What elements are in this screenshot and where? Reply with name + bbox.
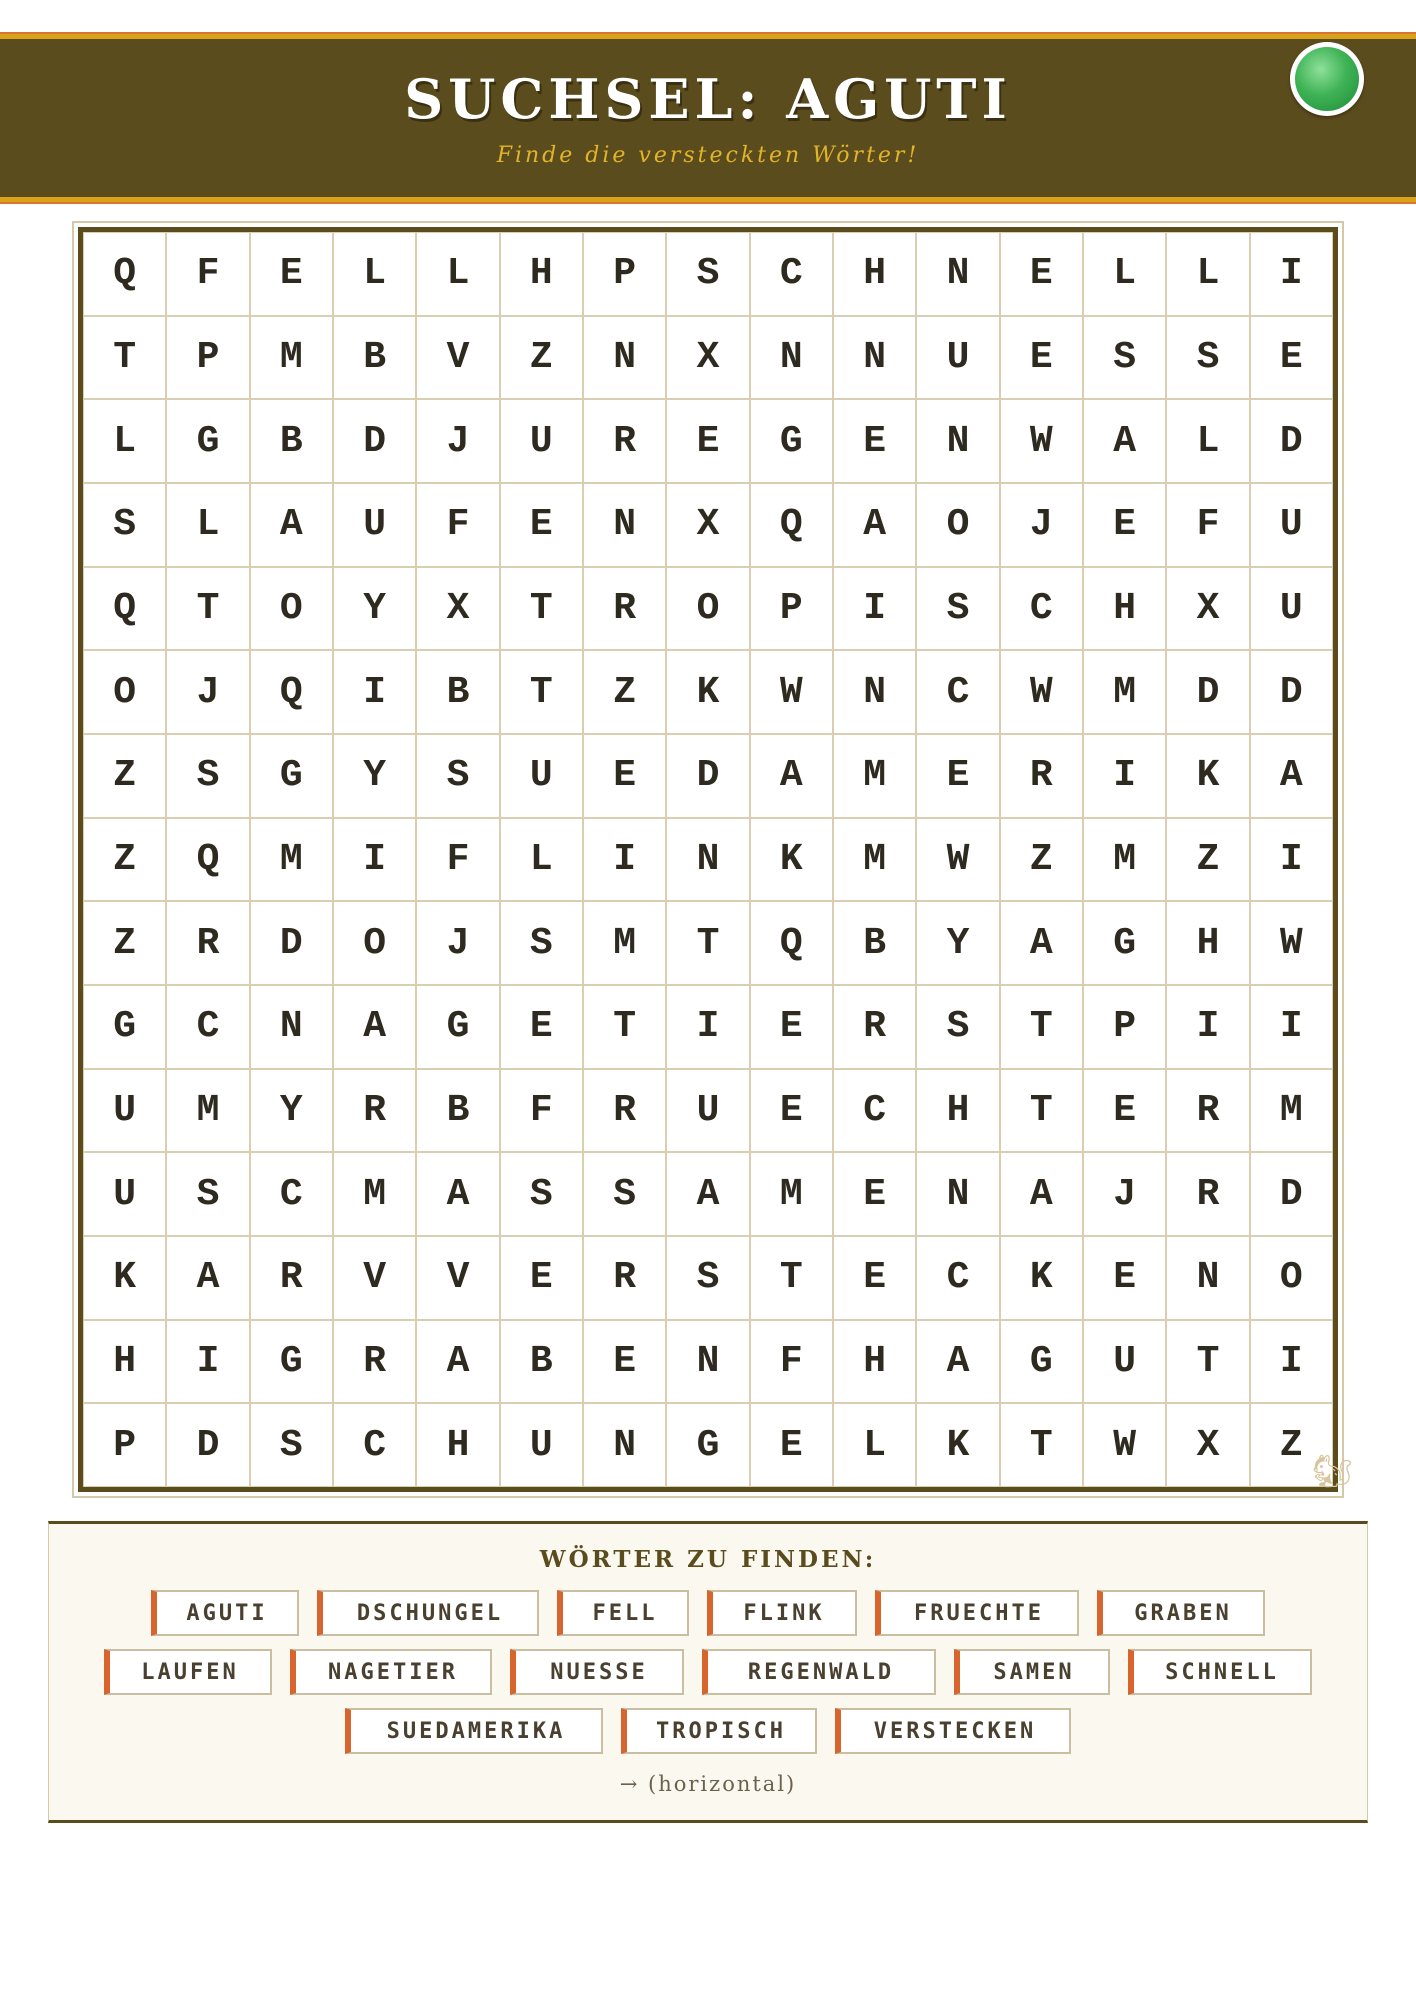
grid-cell[interactable]: N <box>833 316 916 400</box>
grid-cell[interactable]: G <box>1000 1320 1083 1404</box>
grid-cell[interactable]: T <box>500 650 583 734</box>
grid-cell[interactable]: N <box>583 483 666 567</box>
grid-cell[interactable]: R <box>166 901 249 985</box>
grid-cell[interactable]: D <box>333 399 416 483</box>
grid-cell[interactable]: E <box>1083 1069 1166 1153</box>
grid-cell[interactable]: V <box>333 1236 416 1320</box>
squirrel-icon: 🐿 <box>1312 1452 1353 1490</box>
word-row <box>49 1708 1367 1754</box>
grid-cell[interactable]: Y <box>916 901 999 985</box>
grid-cell[interactable]: E <box>1083 483 1166 567</box>
grid-cell[interactable]: T <box>583 985 666 1069</box>
word-chip-schnell: SCHNELL <box>1128 1649 1312 1695</box>
grid-cell[interactable]: A <box>416 1152 499 1236</box>
grid-cell[interactable]: M <box>1083 650 1166 734</box>
grid-cell[interactable]: I <box>1250 232 1333 316</box>
word-chip-fruechte: FRUECHTE <box>875 1590 1079 1636</box>
grid-cell[interactable]: C <box>916 650 999 734</box>
word-chip-graben: GRABEN <box>1097 1590 1265 1636</box>
grid-cell[interactable]: B <box>333 316 416 400</box>
grid-cell[interactable]: M <box>250 316 333 400</box>
grid-cell[interactable]: R <box>583 1069 666 1153</box>
grid-cell[interactable]: O <box>333 901 416 985</box>
grid-cell[interactable]: G <box>250 734 333 818</box>
grid-cell[interactable]: U <box>1250 483 1333 567</box>
grid-cell[interactable]: I <box>1250 985 1333 1069</box>
grid-cell[interactable]: M <box>583 901 666 985</box>
grid-cell[interactable]: G <box>750 399 833 483</box>
grid-cell[interactable]: A <box>250 483 333 567</box>
word-chip-suedamerika: SUEDAMERIKA <box>345 1708 603 1754</box>
grid-cell[interactable]: S <box>250 1403 333 1487</box>
grid-cell[interactable]: T <box>166 567 249 651</box>
grid-cell[interactable]: L <box>1083 232 1166 316</box>
grid-cell[interactable]: X <box>1166 1403 1249 1487</box>
grid-cell[interactable]: N <box>916 399 999 483</box>
grid-cell[interactable]: W <box>1250 901 1333 985</box>
grid-cell[interactable]: D <box>1250 650 1333 734</box>
grid-cell[interactable]: Y <box>250 1069 333 1153</box>
grid-cell[interactable]: Z <box>83 901 166 985</box>
grid-cell[interactable]: T <box>1000 985 1083 1069</box>
grid-cell[interactable]: G <box>666 1403 749 1487</box>
grid-cell[interactable]: E <box>500 483 583 567</box>
grid-cell[interactable]: H <box>916 1069 999 1153</box>
grid-cell[interactable]: Z <box>500 316 583 400</box>
grid-cell[interactable]: Q <box>750 483 833 567</box>
grid-cell[interactable]: C <box>166 985 249 1069</box>
grid-cell[interactable]: Z <box>1250 1403 1333 1487</box>
grid-cell[interactable]: G <box>1083 901 1166 985</box>
grid-cell[interactable]: E <box>833 1152 916 1236</box>
grid-cell[interactable]: O <box>666 567 749 651</box>
grid-cell[interactable]: S <box>916 567 999 651</box>
grid-cell[interactable]: I <box>333 650 416 734</box>
grid-cell[interactable]: M <box>333 1152 416 1236</box>
grid-cell[interactable]: M <box>750 1152 833 1236</box>
grid-cell[interactable]: C <box>333 1403 416 1487</box>
grid-cell[interactable]: U <box>500 734 583 818</box>
grid-cell[interactable]: K <box>916 1403 999 1487</box>
grid-cell[interactable]: U <box>916 316 999 400</box>
grid-cell[interactable]: O <box>916 483 999 567</box>
grid-cell[interactable]: L <box>416 232 499 316</box>
header-banner <box>0 34 1416 202</box>
page-title: SUCHSEL: AGUTI <box>404 67 1012 131</box>
grid-cell[interactable]: E <box>750 1403 833 1487</box>
grid-cell[interactable]: I <box>1250 818 1333 902</box>
grid-cell[interactable]: S <box>500 901 583 985</box>
grid-cell[interactable]: A <box>333 985 416 1069</box>
grid-cell[interactable]: N <box>1166 1236 1249 1320</box>
grid-cell[interactable]: P <box>750 567 833 651</box>
grid-cell[interactable]: S <box>916 985 999 1069</box>
grid-cell[interactable]: E <box>1083 1236 1166 1320</box>
grid-cell[interactable]: H <box>83 1320 166 1404</box>
word-chip-nagetier: NAGETIER <box>290 1649 492 1695</box>
grid-cell[interactable]: L <box>833 1403 916 1487</box>
grid-cell[interactable]: M <box>166 1069 249 1153</box>
grid-cell[interactable]: V <box>416 1236 499 1320</box>
grid-cell[interactable]: X <box>1166 567 1249 651</box>
grid-cell[interactable]: H <box>416 1403 499 1487</box>
grid-cell[interactable]: A <box>416 1320 499 1404</box>
grid-cell[interactable]: I <box>583 818 666 902</box>
grid-cell[interactable]: R <box>1166 1069 1249 1153</box>
grid-cell[interactable]: V <box>416 316 499 400</box>
grid-cell[interactable]: R <box>250 1236 333 1320</box>
grid-cell[interactable]: J <box>1000 483 1083 567</box>
grid-cell[interactable]: Q <box>83 232 166 316</box>
grid-cell[interactable]: U <box>500 399 583 483</box>
grid-cell[interactable]: U <box>83 1152 166 1236</box>
grid-cell[interactable]: Z <box>1000 818 1083 902</box>
grid-cell[interactable]: E <box>833 1236 916 1320</box>
grid-cell[interactable]: I <box>1250 1320 1333 1404</box>
grid-cell[interactable]: A <box>166 1236 249 1320</box>
grid-cell[interactable]: S <box>666 1236 749 1320</box>
grid-cell[interactable]: S <box>416 734 499 818</box>
grid-cell[interactable]: B <box>250 399 333 483</box>
grid-cell[interactable]: W <box>916 818 999 902</box>
grid-cell[interactable]: T <box>1166 1320 1249 1404</box>
grid-cell[interactable]: S <box>500 1152 583 1236</box>
grid-cell[interactable]: U <box>500 1403 583 1487</box>
grid-cell[interactable]: J <box>1083 1152 1166 1236</box>
grid-cell[interactable]: O <box>83 650 166 734</box>
grid-cell[interactable]: A <box>750 734 833 818</box>
grid-cell[interactable]: R <box>583 567 666 651</box>
grid-cell[interactable]: S <box>583 1152 666 1236</box>
grid-cell[interactable]: O <box>250 567 333 651</box>
grid-cell[interactable]: C <box>750 232 833 316</box>
grid-cell[interactable]: U <box>1250 567 1333 651</box>
grid-cell[interactable]: S <box>166 734 249 818</box>
grid-cell[interactable]: F <box>500 1069 583 1153</box>
grid-cell[interactable]: W <box>1083 1403 1166 1487</box>
grid-cell[interactable]: H <box>833 232 916 316</box>
grid-cell[interactable]: R <box>1166 1152 1249 1236</box>
grid-cell[interactable]: O <box>1250 1236 1333 1320</box>
letter-grid <box>83 232 1333 1487</box>
grid-cell[interactable]: R <box>583 399 666 483</box>
grid-cell[interactable]: I <box>1166 985 1249 1069</box>
grid-cell[interactable]: L <box>1166 232 1249 316</box>
grid-cell[interactable]: I <box>333 818 416 902</box>
word-chip-verstecken: VERSTECKEN <box>835 1708 1071 1754</box>
grid-cell[interactable]: F <box>750 1320 833 1404</box>
grid-cell[interactable]: C <box>833 1069 916 1153</box>
grid-cell[interactable]: L <box>1166 399 1249 483</box>
grid-cell[interactable]: M <box>1083 818 1166 902</box>
grid-cell[interactable]: D <box>166 1403 249 1487</box>
grid-cell[interactable]: A <box>833 483 916 567</box>
word-chip-flink: FLINK <box>707 1590 857 1636</box>
grid-cell[interactable]: N <box>833 650 916 734</box>
grid-cell[interactable]: G <box>83 985 166 1069</box>
grid-cell[interactable]: B <box>416 650 499 734</box>
grid-cell[interactable]: C <box>916 1236 999 1320</box>
grid-cell[interactable]: Q <box>166 818 249 902</box>
grid-cell[interactable]: A <box>666 1152 749 1236</box>
grid-cell[interactable]: A <box>1250 734 1333 818</box>
word-chip-aguti: AGUTI <box>151 1590 299 1636</box>
grid-cell[interactable]: Z <box>83 734 166 818</box>
grid-cell[interactable]: Y <box>333 567 416 651</box>
grid-cell[interactable]: T <box>83 316 166 400</box>
grid-cell[interactable]: B <box>500 1320 583 1404</box>
grid-cell[interactable]: D <box>666 734 749 818</box>
grid-cell[interactable]: E <box>250 232 333 316</box>
grid-cell[interactable]: I <box>166 1320 249 1404</box>
grid-cell[interactable]: L <box>83 399 166 483</box>
grid-cell[interactable]: P <box>83 1403 166 1487</box>
page-subtitle: Finde die versteckten Wörter! <box>496 143 920 168</box>
grid-cell[interactable]: R <box>333 1069 416 1153</box>
grid-cell[interactable]: U <box>1083 1320 1166 1404</box>
grid-cell[interactable]: K <box>83 1236 166 1320</box>
grid-cell[interactable]: R <box>1000 734 1083 818</box>
grid-cell[interactable]: S <box>83 483 166 567</box>
grid-cell[interactable]: L <box>333 232 416 316</box>
grid-cell[interactable]: E <box>500 1236 583 1320</box>
grid-cell[interactable]: X <box>666 483 749 567</box>
grid-cell[interactable]: P <box>583 232 666 316</box>
grid-cell[interactable]: E <box>583 1320 666 1404</box>
grid-cell[interactable]: N <box>750 316 833 400</box>
grid-cell[interactable]: P <box>1083 985 1166 1069</box>
grid-cell[interactable]: T <box>500 567 583 651</box>
grid-cell[interactable]: J <box>416 901 499 985</box>
grid-cell[interactable]: H <box>1166 901 1249 985</box>
grid-cell[interactable]: I <box>833 567 916 651</box>
grid-cell[interactable]: F <box>416 818 499 902</box>
grid-cell[interactable]: W <box>1000 650 1083 734</box>
grid-cell[interactable]: L <box>166 483 249 567</box>
grid-cell[interactable]: Q <box>750 901 833 985</box>
badge-inner <box>1295 47 1359 111</box>
grid-cell[interactable]: A <box>916 1320 999 1404</box>
grid-cell[interactable]: W <box>1000 399 1083 483</box>
grid-cell[interactable]: S <box>1083 316 1166 400</box>
grid-cell[interactable]: N <box>916 1152 999 1236</box>
word-chip-samen: SAMEN <box>954 1649 1110 1695</box>
grid-cell[interactable]: Z <box>583 650 666 734</box>
grid-cell[interactable]: Y <box>333 734 416 818</box>
grid-cell[interactable]: E <box>1250 316 1333 400</box>
grid-cell[interactable]: J <box>166 650 249 734</box>
grid-cell[interactable]: N <box>666 1320 749 1404</box>
grid-cell[interactable]: G <box>416 985 499 1069</box>
grid-cell[interactable]: S <box>166 1152 249 1236</box>
grid-cell[interactable]: M <box>833 818 916 902</box>
grid-cell[interactable]: T <box>1000 1403 1083 1487</box>
grid-cell[interactable]: K <box>1000 1236 1083 1320</box>
grid-cell[interactable]: I <box>666 985 749 1069</box>
grid-cell[interactable]: F <box>416 483 499 567</box>
grid-cell[interactable]: U <box>333 483 416 567</box>
grid-cell[interactable]: G <box>250 1320 333 1404</box>
grid-cell[interactable]: C <box>250 1152 333 1236</box>
grid-cell[interactable]: E <box>750 1069 833 1153</box>
grid-cell[interactable]: N <box>666 818 749 902</box>
grid-cell[interactable]: R <box>833 985 916 1069</box>
word-chip-tropisch: TROPISCH <box>621 1708 817 1754</box>
grid-cell[interactable]: E <box>750 985 833 1069</box>
grid-cell[interactable]: N <box>583 316 666 400</box>
grid-cell[interactable]: A <box>1083 399 1166 483</box>
grid-cell[interactable]: E <box>916 734 999 818</box>
grid-cell[interactable]: U <box>666 1069 749 1153</box>
grid-cell[interactable]: K <box>666 650 749 734</box>
grid-cell[interactable]: D <box>250 901 333 985</box>
grid-cell[interactable]: G <box>166 399 249 483</box>
grid-cell[interactable]: M <box>1250 1069 1333 1153</box>
grid-cell[interactable]: K <box>1166 734 1249 818</box>
grid-cell[interactable]: Z <box>1166 818 1249 902</box>
word-chip-regenwald: REGENWALD <box>702 1649 936 1695</box>
grid-cell[interactable]: X <box>416 567 499 651</box>
grid-cell[interactable]: E <box>1000 232 1083 316</box>
green-circle-icon <box>1290 42 1364 116</box>
grid-cell[interactable]: U <box>83 1069 166 1153</box>
grid-cell[interactable]: R <box>583 1236 666 1320</box>
word-list-panel <box>48 1521 1368 1823</box>
grid-cell[interactable]: A <box>1000 901 1083 985</box>
grid-cell[interactable]: T <box>666 901 749 985</box>
grid-cell[interactable]: J <box>416 399 499 483</box>
grid-cell[interactable]: T <box>750 1236 833 1320</box>
grid-cell[interactable]: N <box>583 1403 666 1487</box>
word-chip-nuesse: NUESSE <box>510 1649 684 1695</box>
grid-cell[interactable]: C <box>1000 567 1083 651</box>
grid-cell[interactable]: B <box>416 1069 499 1153</box>
grid-cell[interactable]: D <box>1250 399 1333 483</box>
word-chip-dschungel: DSCHUNGEL <box>317 1590 539 1636</box>
grid-cell[interactable]: Z <box>83 818 166 902</box>
grid-cell[interactable]: M <box>250 818 333 902</box>
grid-cell[interactable]: H <box>833 1320 916 1404</box>
word-row <box>49 1649 1367 1695</box>
grid-cell[interactable]: M <box>833 734 916 818</box>
grid-cell[interactable]: R <box>333 1320 416 1404</box>
grid-cell[interactable]: E <box>583 734 666 818</box>
grid-cell[interactable]: S <box>666 232 749 316</box>
grid-cell[interactable]: E <box>833 399 916 483</box>
grid-cell[interactable]: B <box>833 901 916 985</box>
word-row <box>49 1590 1367 1636</box>
grid-cell[interactable]: P <box>166 316 249 400</box>
grid-cell[interactable]: D <box>1166 650 1249 734</box>
grid-cell[interactable]: W <box>750 650 833 734</box>
word-list-title: WÖRTER ZU FINDEN: <box>539 1546 877 1573</box>
grid-cell[interactable]: F <box>1166 483 1249 567</box>
grid-cell[interactable]: X <box>666 316 749 400</box>
grid-cell[interactable]: H <box>1083 567 1166 651</box>
direction-hint: → (horizontal) <box>619 1772 797 1796</box>
grid-cell[interactable]: T <box>1000 1069 1083 1153</box>
grid-cell[interactable]: H <box>500 232 583 316</box>
grid-cell[interactable]: E <box>1000 316 1083 400</box>
grid-cell[interactable]: Q <box>250 650 333 734</box>
grid-cell[interactable]: D <box>1250 1152 1333 1236</box>
grid-cell[interactable]: L <box>500 818 583 902</box>
grid-cell[interactable]: Q <box>83 567 166 651</box>
grid-cell[interactable]: K <box>750 818 833 902</box>
grid-cell[interactable]: S <box>1166 316 1249 400</box>
grid-cell[interactable]: A <box>1000 1152 1083 1236</box>
grid-cell[interactable]: E <box>666 399 749 483</box>
grid-cell[interactable]: E <box>500 985 583 1069</box>
word-chip-fell: FELL <box>557 1590 689 1636</box>
grid-cell[interactable]: N <box>916 232 999 316</box>
grid-cell[interactable]: I <box>1083 734 1166 818</box>
grid-cell[interactable]: F <box>166 232 249 316</box>
word-chip-laufen: LAUFEN <box>104 1649 272 1695</box>
grid-cell[interactable]: N <box>250 985 333 1069</box>
